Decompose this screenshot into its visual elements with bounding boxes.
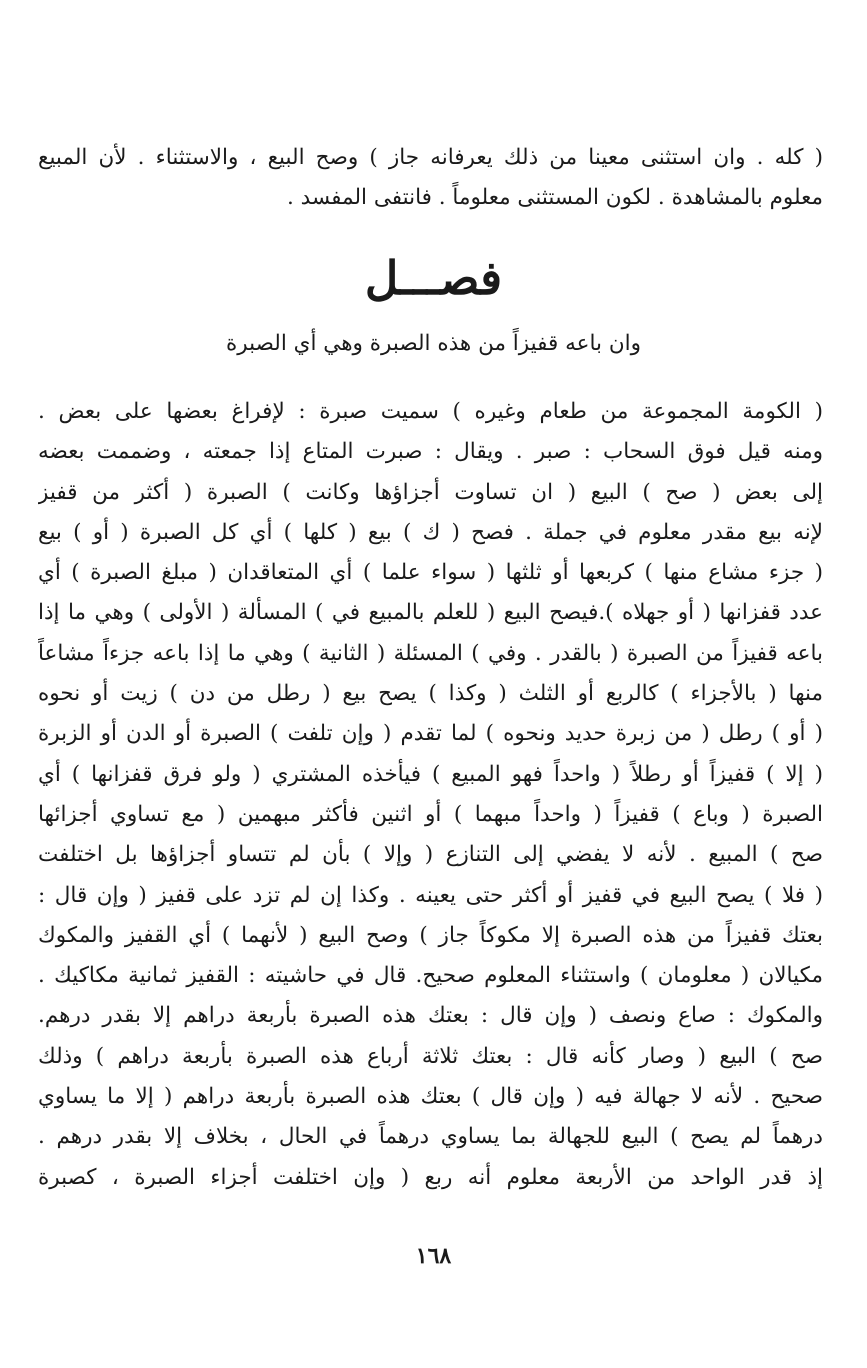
text-line: معلوم بالمشاهدة . لكون المستثنى معلوماً . فانتفى المفسد . <box>287 185 823 211</box>
section-heading: فصـــل <box>364 251 503 305</box>
text-line: إذ قدر الواحد من الأربعة معلوم أنه ربع ( وإن اختلفت أجزاء الصبرة ، كصبرة <box>38 1164 823 1190</box>
body-paragraph <box>38 392 823 1198</box>
text-line: الصبرة ( وباع ) قفيزاً ( واحداً مبهما ) أو اثنين فأكثر مبهمين ( مع تساوي أجزائها <box>38 801 823 827</box>
text-line: صح ) البيع ( وصار كأنه قال : بعتك ثلاثة أرباع هذه الصبرة بأربعة دراهم ) وذلك <box>38 1043 823 1069</box>
text-line: صحيح . لأنه لا جهالة فيه ( وإن قال ) بعتك هذه الصبرة بأربعة دراهم ( إلا ما يساوي <box>38 1084 823 1110</box>
page-number: ١٦٨ <box>415 1243 452 1269</box>
text-line: عدد قفزانها ( أو جهلاه ).فيصح البيع ( للعلم بالمبيع في ) المسألة ( الأولى ) وهي ما إذا <box>38 600 823 626</box>
text-line: منها ( بالأجزاء ) كالربع أو الثلث ( وكذا ) يصح بيع ( رطل من دن ) زيت أو نحوه <box>38 681 823 707</box>
text-line: ( إلا ) قفيزاً أو رطلاً ( واحداً فهو المبيع ) فيأخذه المشتري ( ولو فرق قفزانها ) أي <box>38 761 823 787</box>
text-line: صح ) المبيع . لأنه لا يفضي إلى التنازع ( وإلا ) بأن لم تتساو أجزاؤها بل اختلفت <box>38 842 823 868</box>
section-subtitle: وان باعه قفيزاً من هذه الصبرة وهي أي الصبرة <box>226 331 641 356</box>
text-line: مكيالان ( معلومان ) واستثناء المعلوم صحيح. قال في حاشيته : القفيز ثمانية مكاكيك . <box>38 963 823 989</box>
text-line: باعه قفيزاً من الصبرة ( بالقدر . وفي ) المسئلة ( الثانية ) وهي ما إذا باعه جزءاً مشاعاً <box>38 640 823 666</box>
text-line: بعتك قفيزاً من هذه الصبرة إلا مكوكاً جاز ) وصح البيع ( لأنهما ) أي القفيز والمكوك <box>38 922 823 948</box>
text-line: إلى بعض ( صح ) البيع ( ان تساوت أجزاؤها وكانت ) الصبرة ( أكثر من قفيز <box>38 479 823 505</box>
text-line: والمكوك : صاع ونصف ( وإن قال : بعتك هذه الصبرة بأربعة دراهم إلا بقدر درهم. <box>38 1003 823 1029</box>
text-line: ( فلا ) يصح البيع في قفيز أو أكثر حتى يعينه . وكذا إن لم تزد على قفيز ( وإن قال : <box>38 882 823 908</box>
intro-paragraph <box>38 138 823 219</box>
text-line: ( جزء مشاع منها ) كربعها أو ثلثها ( سواء علما ) أي المتعاقدان ( مبلغ الصبرة ) أي <box>38 560 823 586</box>
text-line: ومنه قيل فوق السحاب : صبر . ويقال : صبرت المتاع إذا جمعته ، وضممت بعضه <box>38 439 823 465</box>
text-line: ( الكومة المجموعة من طعام وغيره ) سميت صبرة : لإفراغ بعضها على بعض . <box>38 399 823 424</box>
text-line: لإنه بيع مقدر معلوم في جملة . فصح ( ك ) بيع ( كلها ) أي كل الصبرة ( أو ) بيع <box>38 519 823 545</box>
text-line: درهماً لم يصح ) البيع للجهالة بما يساوي درهماً في الحال ، بخلاف إلا بقدر درهم . <box>38 1124 823 1150</box>
text-line: ( كله . وان استثنى معينا من ذلك يعرفانه جاز ) وصح البيع ، والاستثناء . لأن المبيع <box>38 145 823 170</box>
text-line: ( أو ) رطل ( من زبرة حديد ونحوه ) لما تقدم ( وإن تلفت ) الصبرة أو الدن أو الزبرة <box>38 721 823 747</box>
